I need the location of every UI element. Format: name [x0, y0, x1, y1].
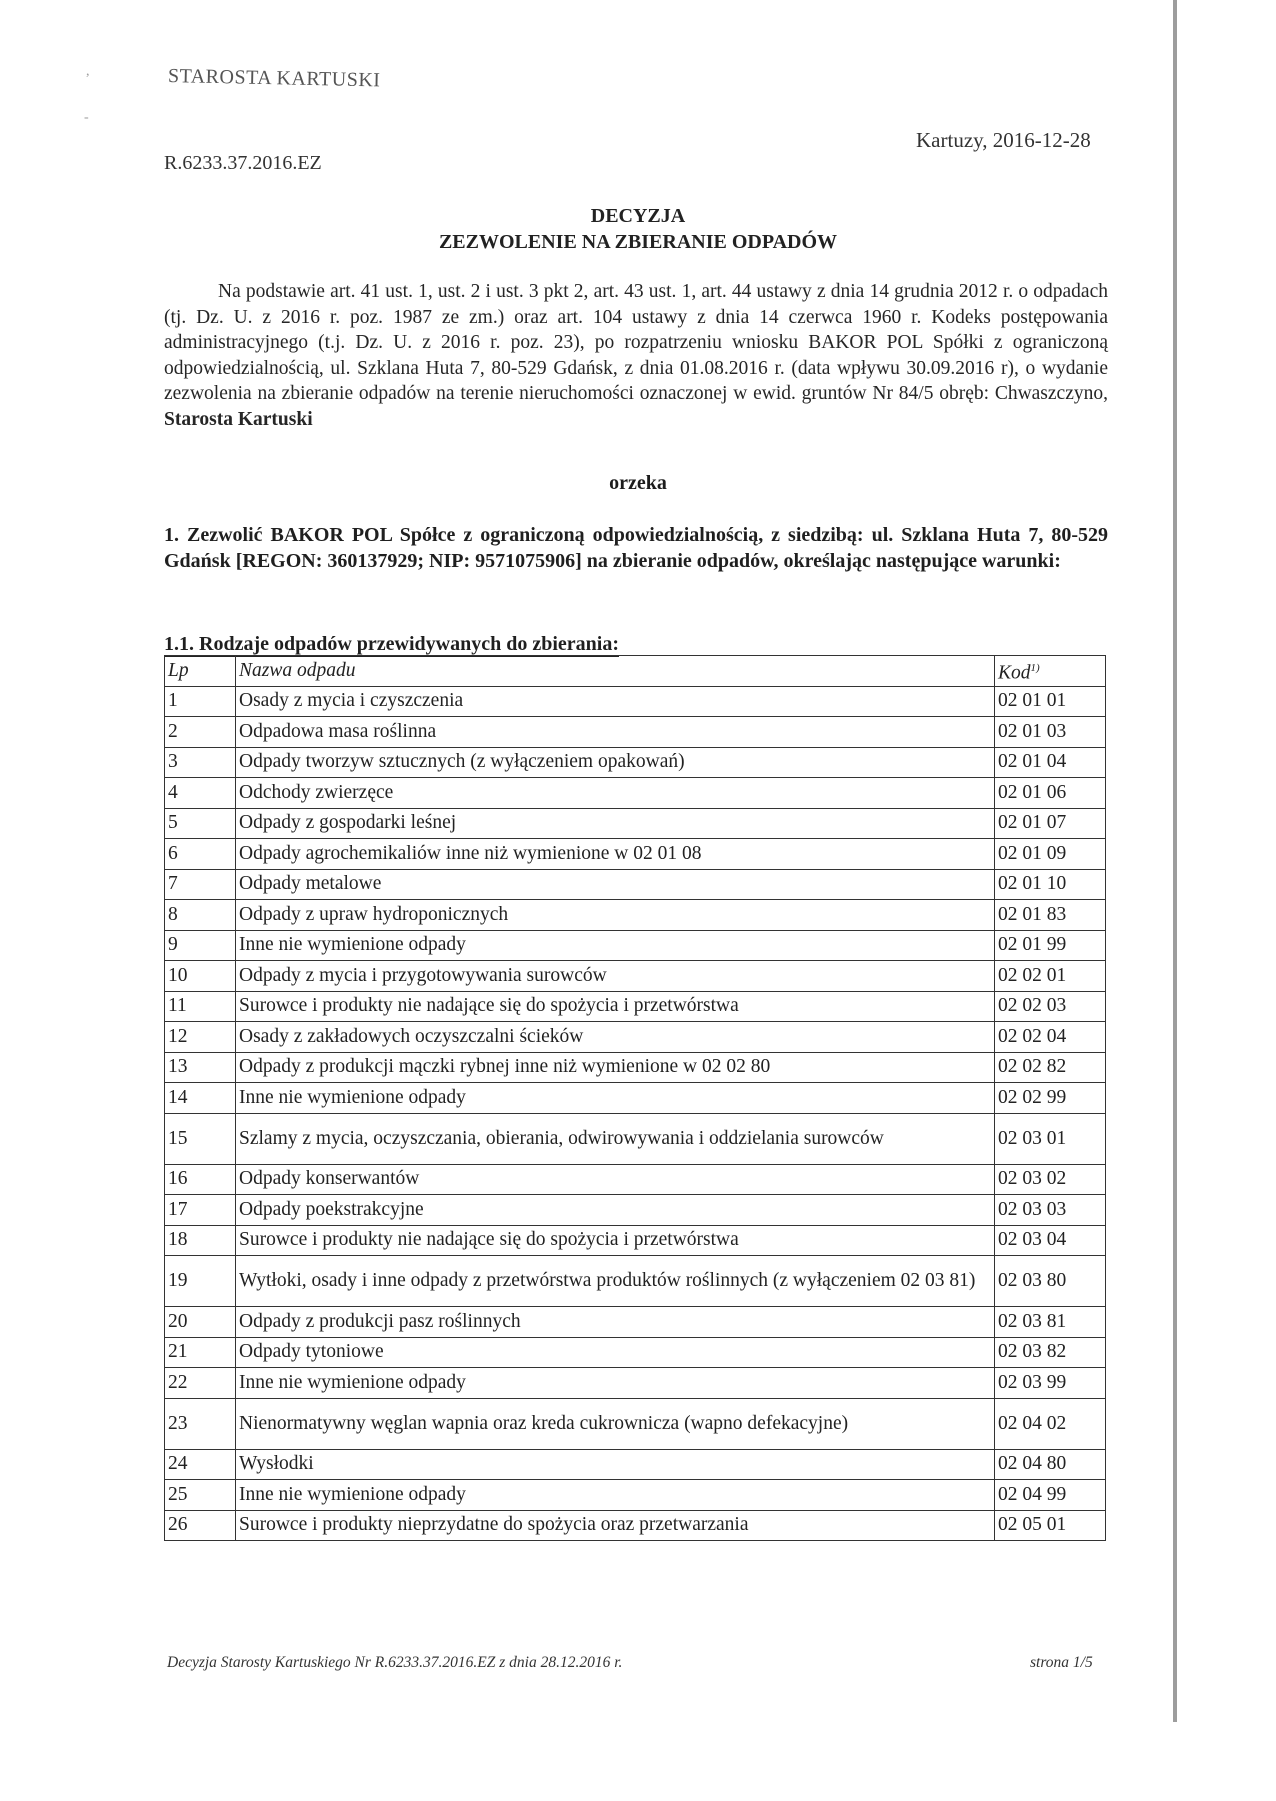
row-waste-name: Odchody zwierzęce [236, 778, 995, 809]
row-waste-code: 02 02 01 [995, 961, 1106, 992]
header-code [995, 656, 1106, 687]
row-waste-name: Odpady metalowe [236, 869, 995, 900]
row-waste-code: 02 03 82 [995, 1337, 1106, 1368]
table-row [165, 930, 1106, 961]
row-lp: 13 [165, 1052, 236, 1083]
row-waste-code: 02 03 04 [995, 1225, 1106, 1256]
row-lp: 23 [165, 1398, 236, 1449]
row-waste-code: 02 05 01 [995, 1510, 1106, 1541]
row-waste-name: Odpady konserwantów [236, 1164, 995, 1195]
table-row [165, 1052, 1106, 1083]
row-lp: 25 [165, 1480, 236, 1511]
row-waste-name: Odpady z mycia i przygotowywania surowców [236, 961, 995, 992]
row-waste-name: Odpady tworzyw sztucznych (z wyłączeniem opakowań) [236, 747, 995, 778]
waste-types-table [164, 655, 1106, 1541]
table-row [165, 717, 1106, 748]
row-lp: 12 [165, 1022, 236, 1053]
row-waste-name: Inne nie wymienione odpady [236, 1368, 995, 1399]
margin-mark: , [86, 64, 90, 79]
table-row [165, 1480, 1106, 1511]
table-row [165, 991, 1106, 1022]
table-row [165, 1368, 1106, 1399]
row-lp: 19 [165, 1256, 236, 1307]
row-waste-name: Odpady poekstrakcyjne [236, 1195, 995, 1226]
row-waste-code: 02 01 10 [995, 869, 1106, 900]
row-waste-code: 02 03 99 [995, 1368, 1106, 1399]
table-row [165, 1164, 1106, 1195]
footer-page-number: strona 1/5 [1030, 1654, 1093, 1671]
row-lp: 16 [165, 1164, 236, 1195]
table-row [165, 1337, 1106, 1368]
row-waste-name: Odpady z gospodarki leśnej [236, 808, 995, 839]
row-waste-code: 02 02 04 [995, 1022, 1106, 1053]
header-code-label: Kod [998, 662, 1031, 684]
margin-mark: - [84, 110, 89, 125]
table-row [165, 686, 1106, 717]
row-waste-name: Odpady z produkcji pasz roślinnych [236, 1307, 995, 1338]
row-waste-code: 02 02 03 [995, 991, 1106, 1022]
row-lp: 21 [165, 1337, 236, 1368]
table-row [165, 839, 1106, 870]
row-waste-code: 02 03 80 [995, 1256, 1106, 1307]
row-lp: 1 [165, 686, 236, 717]
row-waste-code: 02 01 07 [995, 808, 1106, 839]
row-waste-code: 02 01 83 [995, 900, 1106, 931]
section-heading-1-1: 1.1. Rodzaje odpadów przewidywanych do zbierania: [164, 633, 620, 655]
row-waste-name: Inne nie wymienione odpady [236, 930, 995, 961]
row-lp: 26 [165, 1510, 236, 1541]
ruling-word: orzeka [609, 472, 667, 494]
row-lp: 17 [165, 1195, 236, 1226]
table-row [165, 1225, 1106, 1256]
row-lp: 15 [165, 1113, 236, 1164]
row-lp: 2 [165, 717, 236, 748]
table-row [165, 1449, 1106, 1480]
row-waste-name: Surowce i produkty nie nadające się do spożycia i przetwórstwa [236, 1225, 995, 1256]
row-waste-name: Wysłodki [236, 1449, 995, 1480]
row-waste-code: 02 01 99 [995, 930, 1106, 961]
table-row [165, 808, 1106, 839]
row-lp: 4 [165, 778, 236, 809]
reference-number: R.6233.37.2016.EZ [164, 152, 322, 174]
row-lp: 6 [165, 839, 236, 870]
row-lp: 10 [165, 961, 236, 992]
row-lp: 24 [165, 1449, 236, 1480]
table-row [165, 1510, 1106, 1541]
row-waste-name: Wytłoki, osady i inne odpady z przetwórstwa produktów roślinnych (z wyłączeniem 02 03 81) [236, 1256, 995, 1307]
row-waste-name: Odpady tytoniowe [236, 1337, 995, 1368]
row-waste-code: 02 02 99 [995, 1083, 1106, 1114]
row-waste-name: Surowce i produkty nie nadające się do spożycia i przetwórstwa [236, 991, 995, 1022]
row-waste-code: 02 03 81 [995, 1307, 1106, 1338]
legal-basis-paragraph [164, 279, 1108, 432]
row-waste-code: 02 03 03 [995, 1195, 1106, 1226]
row-waste-name: Osady z zakładowych oczyszczalni ścieków [236, 1022, 995, 1053]
row-lp: 22 [165, 1368, 236, 1399]
row-waste-code: 02 01 06 [995, 778, 1106, 809]
row-waste-name: Inne nie wymienione odpady [236, 1480, 995, 1511]
row-waste-code: 02 02 82 [995, 1052, 1106, 1083]
row-waste-code: 02 04 99 [995, 1480, 1106, 1511]
footer-document-reference: Decyzja Starosty Kartuskiego Nr R.6233.37.2016.EZ z dnia 28.12.2016 r. [167, 1654, 623, 1671]
row-waste-name: Odpady z upraw hydroponicznych [236, 900, 995, 931]
authority-name: Starosta Kartuski [164, 408, 313, 430]
footnote-marker: 1) [1030, 662, 1040, 674]
document-subtitle: ZEZWOLENIE NA ZBIERANIE ODPADÓW [438, 231, 838, 253]
row-waste-code: 02 03 02 [995, 1164, 1106, 1195]
table-row [165, 1195, 1106, 1226]
table-row [165, 1022, 1106, 1053]
row-waste-name: Inne nie wymienione odpady [236, 1083, 995, 1114]
row-lp: 14 [165, 1083, 236, 1114]
row-waste-name: Osady z mycia i czyszczenia [236, 686, 995, 717]
legal-basis-text: Na podstawie art. 41 ust. 1, ust. 2 i ust. 3 pkt 2, art. 43 ust. 1, art. 44 ustawy z dnia 14 grudnia 2012 r. o odpadach (tj. Dz. U. z 2016 r. poz. 1987 ze zm.) oraz art. 104 ustawy z dnia 14 czerwca 1960 r. Kodeks postępowania administracyjnego (t.j. Dz. U. z 2016 r. poz. 23), po rozpatrzeniu wniosku BAKOR POL Spółki z ograniczoną odpowiedzialnością, ul. Szklana Huta 7, 80-529 Gdańsk, z dnia 01.08.2016 r. (data wpływu 30.09.2016 r), o wydanie zezwolenia na zbieranie odpadów na terenie nieruchomości oznaczonej w ewid. gruntów Nr 84/5 obręb: Chwaszczyno, [164, 281, 1108, 404]
header-name: Nazwa odpadu [236, 656, 995, 687]
table-row [165, 1256, 1106, 1307]
row-waste-name: Odpadowa masa roślinna [236, 717, 995, 748]
row-waste-code: 02 01 09 [995, 839, 1106, 870]
table-row [165, 1307, 1106, 1338]
row-lp: 18 [165, 1225, 236, 1256]
row-lp: 7 [165, 869, 236, 900]
document-title: DECYZJA [590, 205, 686, 227]
row-waste-code: 02 01 03 [995, 717, 1106, 748]
row-waste-name: Odpady z produkcji mączki rybnej inne niż wymienione w 02 02 80 [236, 1052, 995, 1083]
row-lp: 5 [165, 808, 236, 839]
row-lp: 8 [165, 900, 236, 931]
row-waste-name: Nienormatywny węglan wapnia oraz kreda cukrownicza (wapno defekacyjne) [236, 1398, 995, 1449]
row-lp: 9 [165, 930, 236, 961]
table-header-row [165, 656, 1106, 687]
table-row [165, 1398, 1106, 1449]
place-date: Kartuzy, 2016-12-28 [916, 128, 1091, 152]
issuer-stamp: STAROSTA KARTUSKI [167, 65, 381, 92]
scan-edge-line [1173, 0, 1177, 1722]
table-row [165, 961, 1106, 992]
row-lp: 11 [165, 991, 236, 1022]
table-row [165, 1113, 1106, 1164]
row-waste-code: 02 03 01 [995, 1113, 1106, 1164]
table-row [165, 1083, 1106, 1114]
table-row [165, 900, 1106, 931]
row-waste-code: 02 01 01 [995, 686, 1106, 717]
row-lp: 3 [165, 747, 236, 778]
row-waste-name: Surowce i produkty nieprzydatne do spożycia oraz przetwarzania [236, 1510, 995, 1541]
table-row [165, 778, 1106, 809]
header-lp: Lp [165, 656, 236, 687]
row-waste-code: 02 04 80 [995, 1449, 1106, 1480]
ruling-point-1: 1. Zezwolić BAKOR POL Spółce z ograniczoną odpowiedzialnością, z siedzibą: ul. Szklana Huta 7, 80-529 Gdańsk [REGON: 360137929; NIP: 9571075906] na zbieranie odpadów, określając następujące warunki: [164, 524, 1108, 572]
table-row [165, 747, 1106, 778]
row-waste-name: Odpady agrochemikaliów inne niż wymienione w 02 01 08 [236, 839, 995, 870]
row-waste-code: 02 04 02 [995, 1398, 1106, 1449]
table-row [165, 869, 1106, 900]
row-lp: 20 [165, 1307, 236, 1338]
row-waste-name: Szlamy z mycia, oczyszczania, obierania, odwirowywania i oddzielania surowców [236, 1113, 995, 1164]
row-waste-code: 02 01 04 [995, 747, 1106, 778]
